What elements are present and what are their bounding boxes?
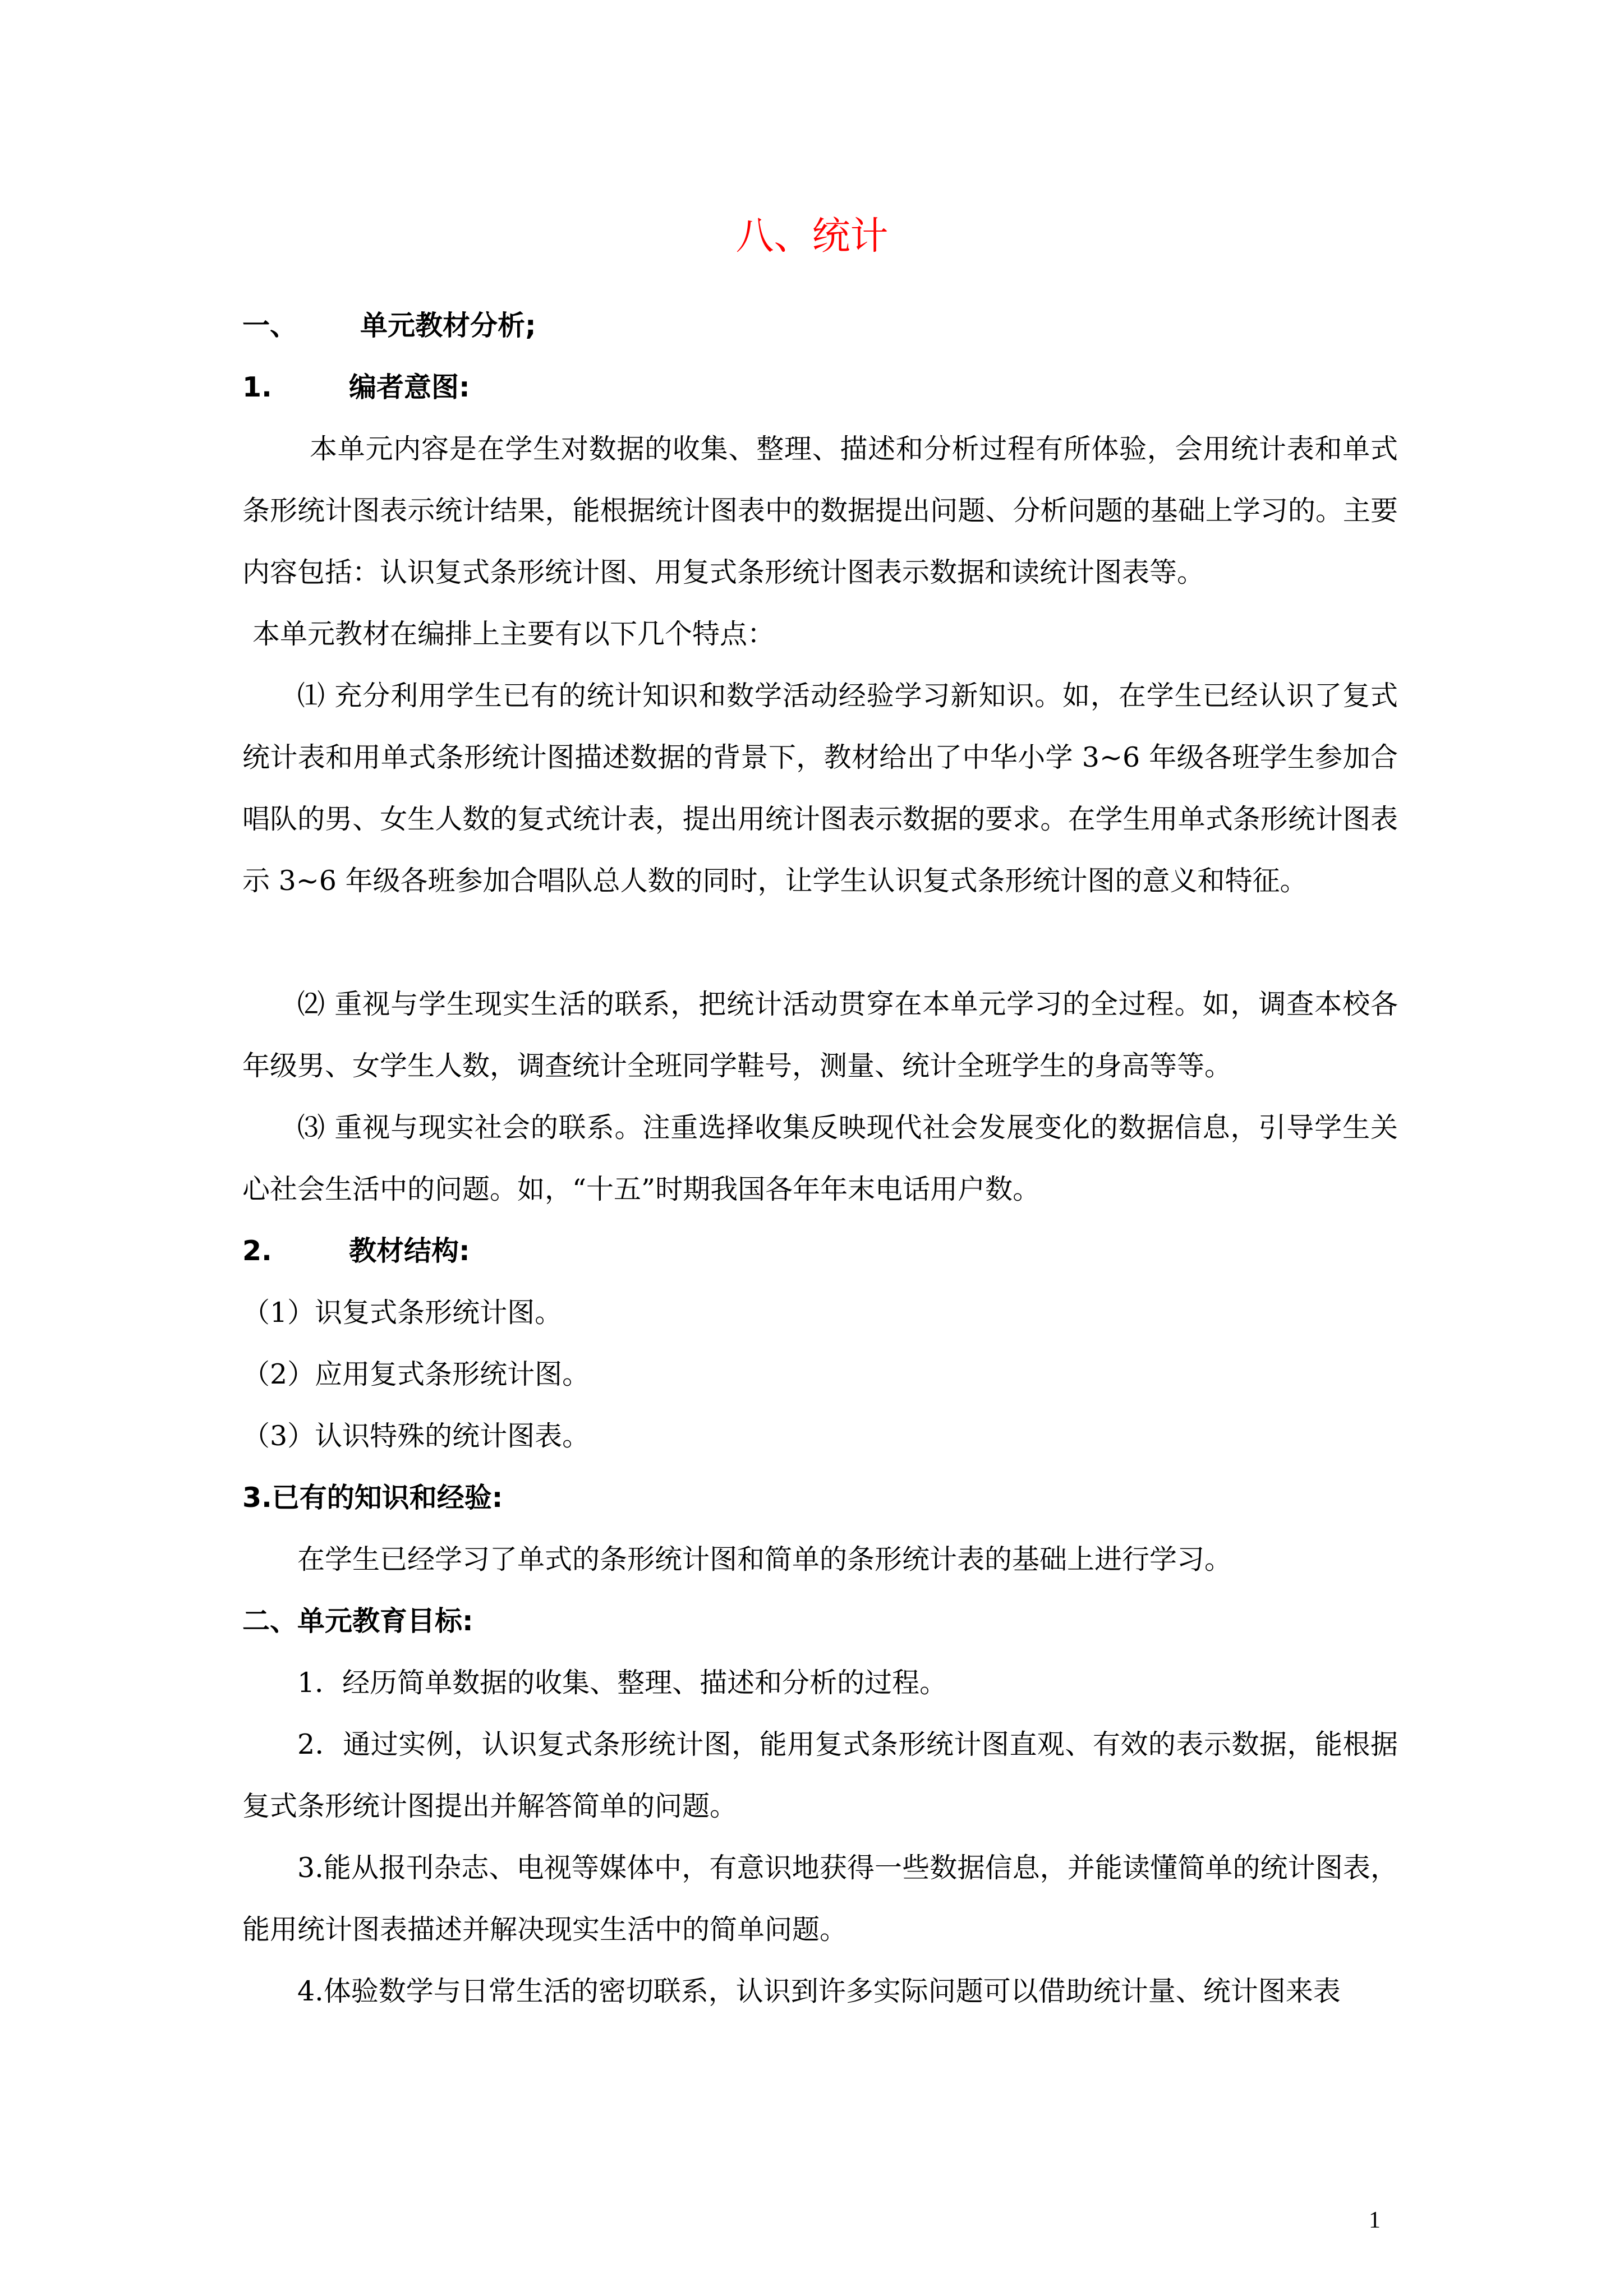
feature-item-1: ⑴ 充分利用学生已有的统计知识和数学活动经验学习新知识。如，在学生已经认识了复式统计表和用单式条形统计图描述数据的背景下，教材给出了中华小学 3~6 年级各班学生参加合唱队的男、女生人数的复式统计表，提出用统计图表示数据的要求。在学生用单式条形统计图表示 3~6 年级各班参加合唱队总人数的同时，让学生认识复式条形统计图的意义和特征。 xyxy=(242,680,1398,897)
paragraph-intro: 本单元内容是在学生对数据的收集、整理、描述和分析过程有所体验，会用统计表和单式条形统计图表示统计结果，能根据统计图表中的数据提出问题、分析问题的基础上学习的。主要内容包括：认识复式条形统计图、用复式条形统计图表示数据和读统计图表等。 xyxy=(242,433,1398,588)
page-number: 1 xyxy=(1369,2207,1381,2233)
goal-2: 2．通过实例，认识复式条形统计图，能用复式条形统计图直观、有效的表示数据，能根据复式条形统计图提出并解答简单的问题。 xyxy=(242,1728,1398,1822)
structure-item-2: （2）应用复式条形统计图。 xyxy=(242,1358,590,1390)
goal-1: 1．经历简单数据的收集、整理、描述和分析的过程。 xyxy=(297,1667,947,1699)
goal-3: 3.能从报刊杂志、电视等媒体中，有意识地获得一些数据信息，并能读懂简单的统计图表，能用统计图表描述并解决现实生活中的简单问题。 xyxy=(242,1852,1398,1945)
structure-item-3: （3）认识特殊的统计图表。 xyxy=(242,1420,590,1452)
section1-heading-num: 一、 xyxy=(242,310,298,342)
subheading-2-num: 2. xyxy=(242,1235,272,1267)
subheading-2-text: 教材结构: xyxy=(349,1235,470,1267)
paragraph-features: 本单元教材在编排上主要有以下几个特点： xyxy=(252,618,775,650)
subheading-3: 3.已有的知识和经验: xyxy=(242,1482,503,1514)
section1-heading-text: 单元教材分析; xyxy=(360,310,536,342)
subheading-1-num: 1. xyxy=(242,371,272,403)
subheading-1-text: 编者意图: xyxy=(349,371,470,403)
feature-item-2: ⑵ 重视与学生现实生活的联系，把统计活动贯穿在本单元学习的全过程。如，调查本校各年级男、女学生人数，调查统计全班同学鞋号，测量、统计全班学生的身高等等。 xyxy=(242,988,1398,1082)
section1-heading xyxy=(242,295,1398,357)
feature-item-3: ⑶ 重视与现实社会的联系。注重选择收集反映现代社会发展变化的数据信息，引导学生关心社会生活中的问题。如，“十五”时期我国各年年末电话用户数。 xyxy=(242,1112,1398,1205)
structure-item-1: （1）识复式条形统计图。 xyxy=(242,1297,563,1329)
page-title: 八、统计 xyxy=(735,214,889,259)
goal-4: 4.体验数学与日常生活的密切联系，认识到许多实际问题可以借助统计量、统计图来表 xyxy=(297,1975,1341,2007)
subheading-2 xyxy=(242,1220,1398,1282)
section2-heading: 二、单元教育目标: xyxy=(242,1605,473,1637)
subheading-1 xyxy=(242,357,1398,418)
paragraph-prior-knowledge: 在学生已经学习了单式的条形统计图和简单的条形统计表的基础上进行学习。 xyxy=(297,1543,1232,1575)
